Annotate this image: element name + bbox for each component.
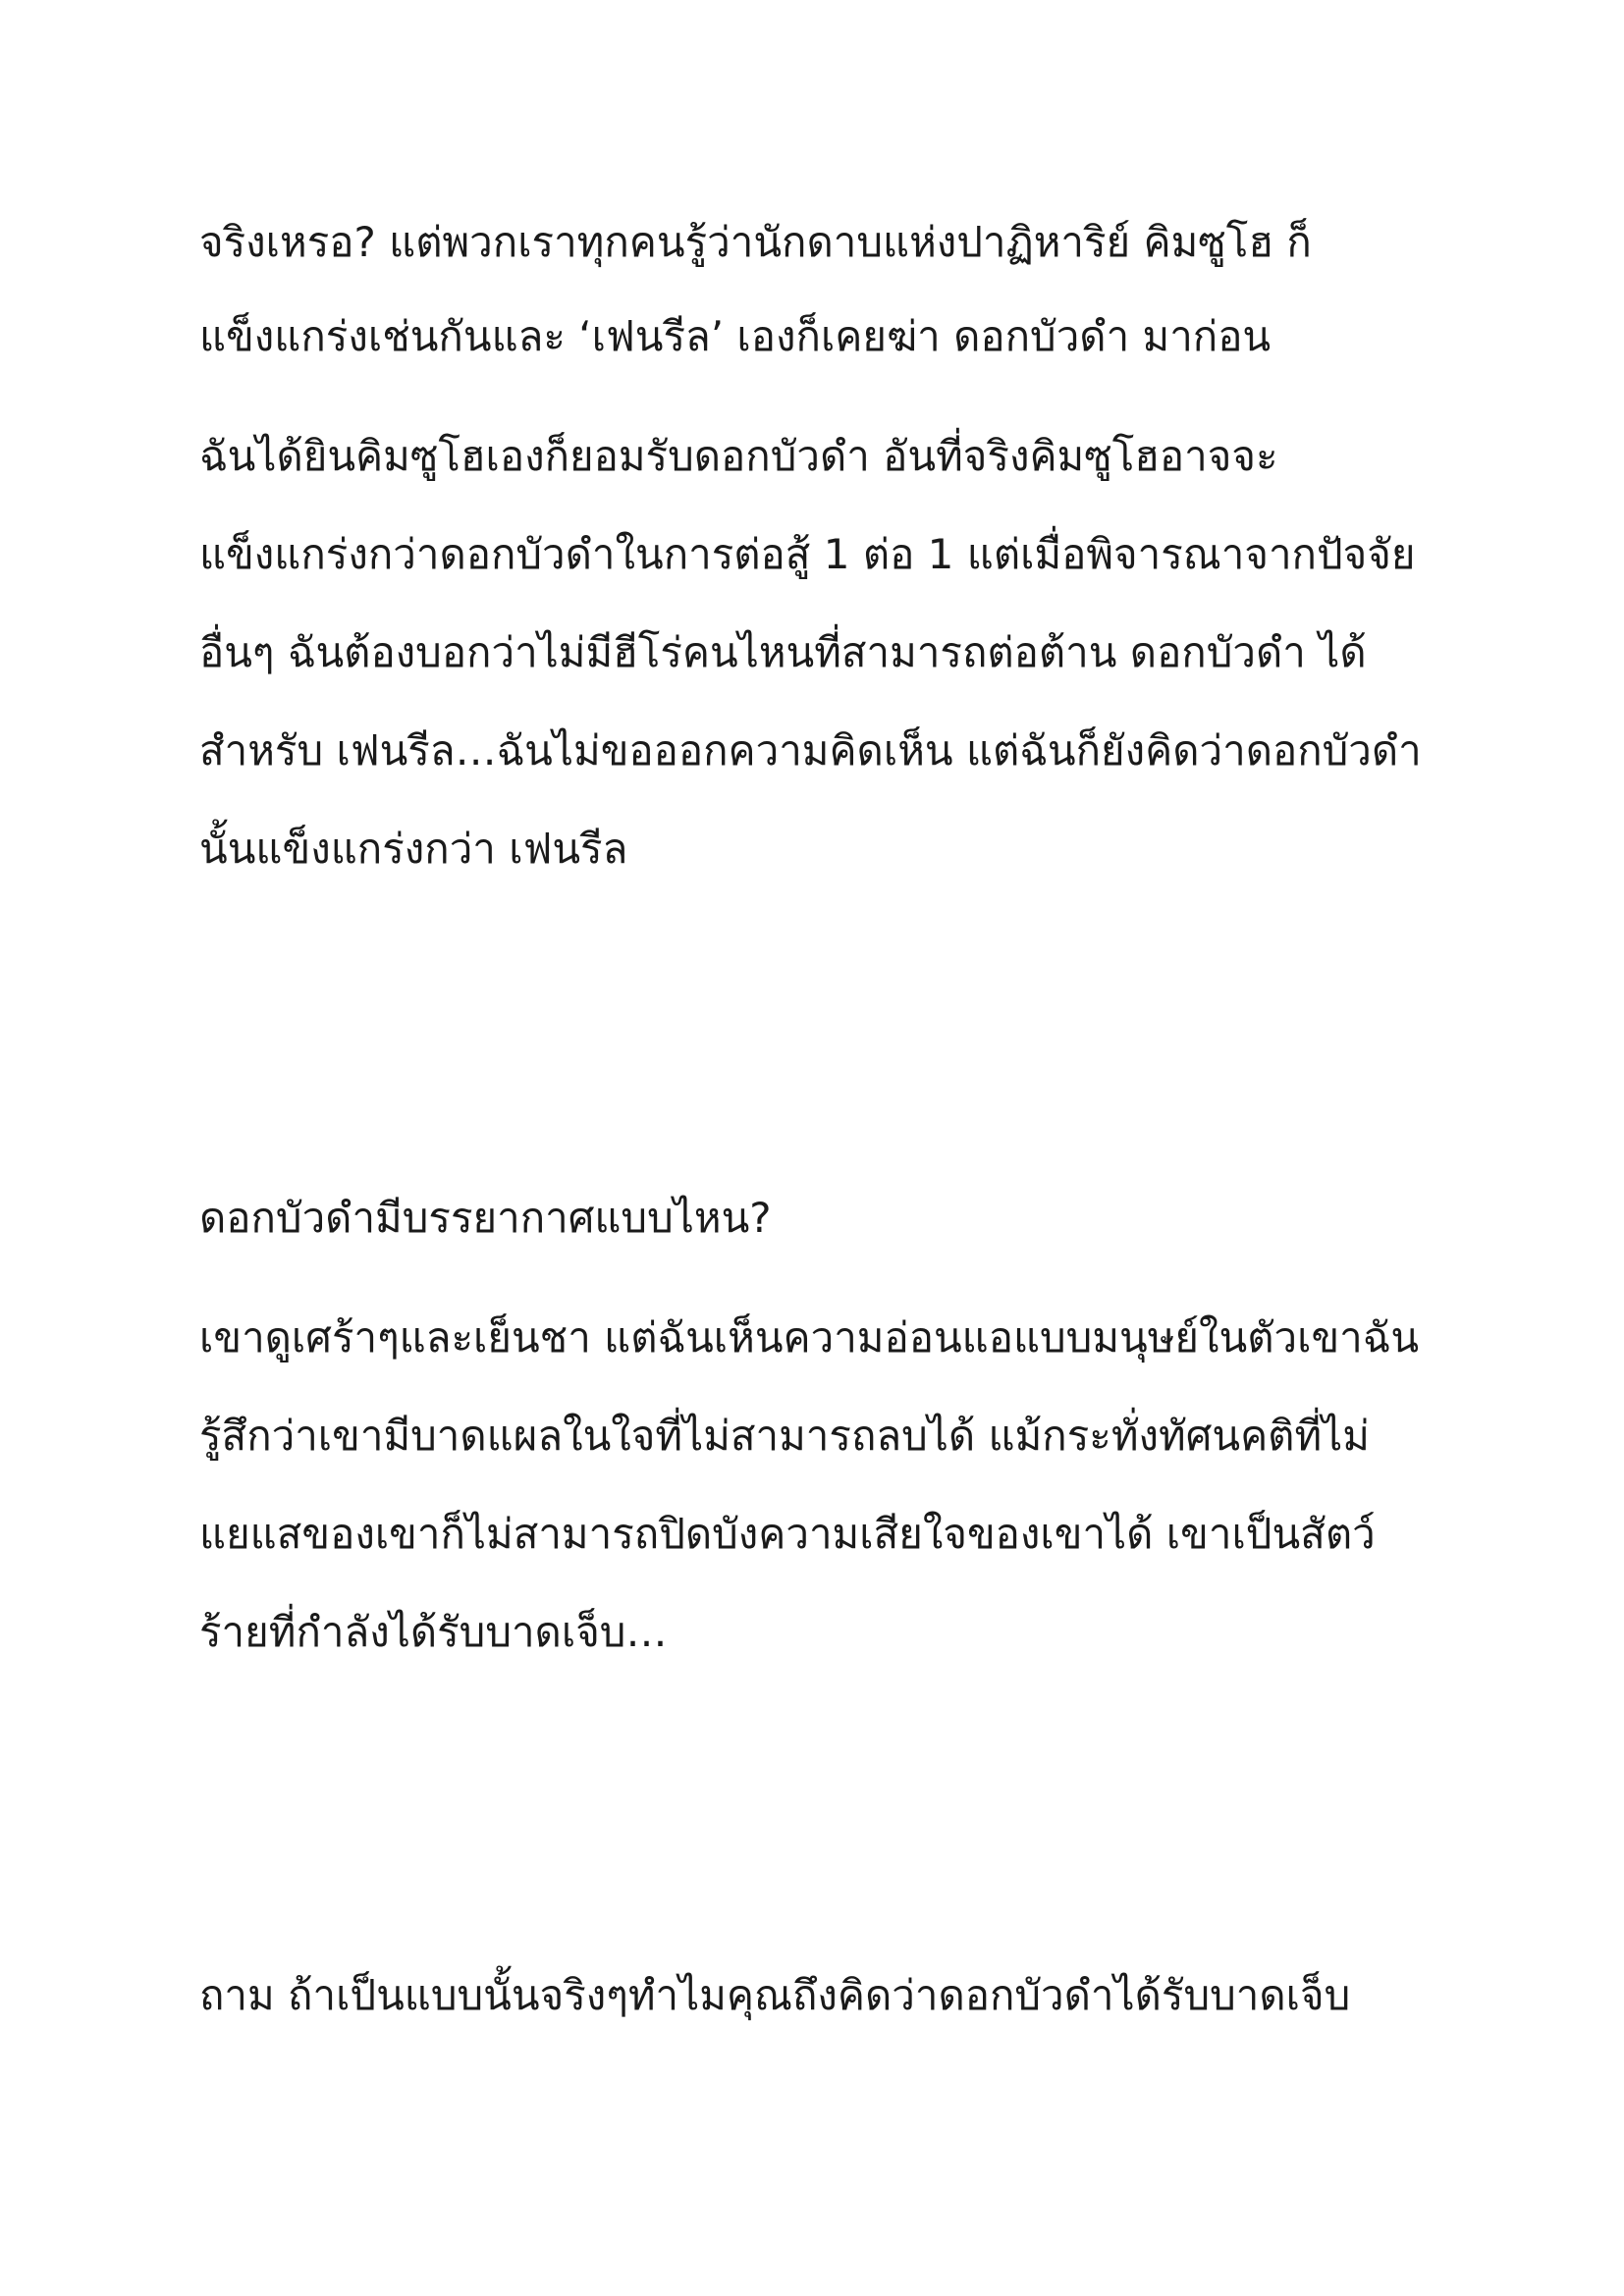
paragraph-2-line-4: สำหรับ เฟนรีล…ฉันไม่ขอออกความคิดเห็น แต่ฉันก็ยังคิดว่าดอกบัวดำ [199, 726, 1422, 774]
paragraph-3-line-4: ร้ายที่กำลังได้รับบาดเจ็บ… [199, 1608, 668, 1656]
paragraph-2-line-2: แข็งแกร่งกว่าดอกบัวดำในการต่อสู้ 1 ต่อ 1 แต่เมื่อพิจารณาจากปัจจัย [199, 530, 1416, 578]
paragraph-2-line-1: ฉันได้ยินคิมซูโฮเองก็ยอมรับดอกบัวดำ อันที่จริงคิมซูโฮอาจจะ [199, 432, 1278, 480]
question-1: ดอกบัวดำมีบรรยากาศแบบไหน? [199, 1194, 772, 1242]
paragraph-3-line-1: เขาดูเศร้าๆและเย็นชา แต่ฉันเห็นความอ่อนแอแบบมนุษย์ในตัวเขาฉัน [199, 1313, 1420, 1362]
paragraph-2-line-3: อื่นๆ ฉันต้องบอกว่าไม่มีฮีโร่คนไหนที่สามารถต่อต้าน ดอกบัวดำ ได้ [199, 628, 1367, 676]
question-2: ถาม ถ้าเป็นแบบนั้นจริงๆทำไมคุณถึงคิดว่าดอกบัวดำได้รับบาดเจ็บ [199, 1971, 1351, 2019]
paragraph-3-line-2: รู้สึกว่าเขามีบาดแผลในใจที่ไม่สามารถลบได้ แม้กระทั่งทัศนคติที่ไม่ [199, 1412, 1370, 1460]
paragraph-3-line-3: แยแสของเขาก็ไม่สามารถปิดบังความเสียใจของเขาได้ เขาเป็นสัตว์ [199, 1510, 1376, 1558]
paragraph-2-line-5: นั้นแข็งแกร่งกว่า เฟนรีล [199, 825, 628, 873]
paragraph-1-line-2: แข็งแกร่งเช่นกันและ ‘เฟนรีล’ เองก็เคยฆ่า ดอกบัวดำ มาก่อน [199, 312, 1272, 360]
paragraph-1-line-1: จริงเหรอ? แต่พวกเราทุกคนรู้ว่านักดาบแห่งปาฏิหาริย์ คิมซูโฮ ก็ [199, 218, 1312, 266]
